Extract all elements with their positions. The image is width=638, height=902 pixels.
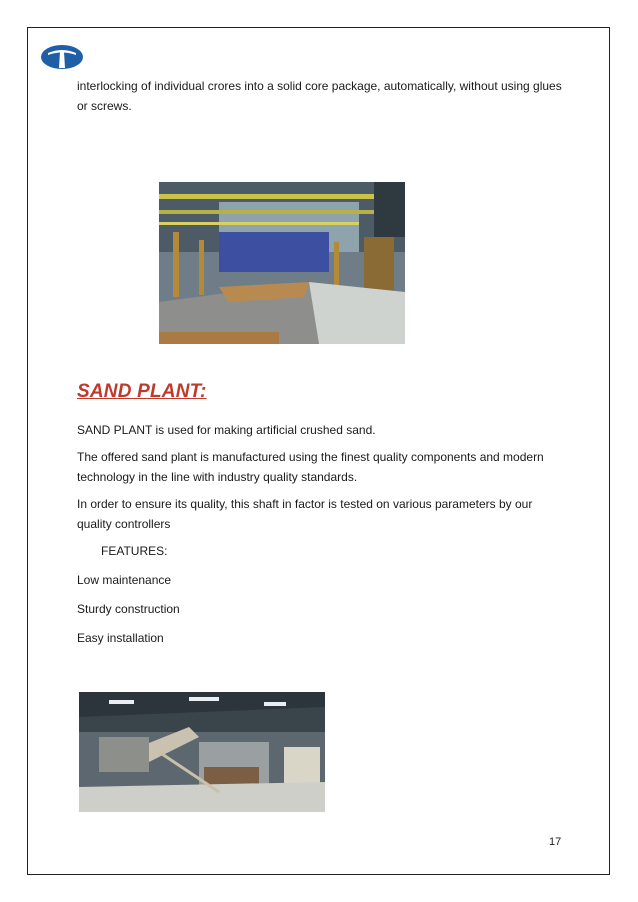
intro-paragraph: interlocking of individual crores into a solid core package, automatically, without using glues or screws. <box>77 79 562 113</box>
sand-plant-photo <box>79 692 325 812</box>
paragraph-3: In order to ensure its quality, this shaft in factor is tested on various parameters by our quality controllers <box>77 497 533 531</box>
feature-item: Low maintenance <box>77 573 172 587</box>
section-heading: SAND PLANT: <box>77 381 207 402</box>
paragraph-1: SAND PLANT is used for making artificial crushed sand. <box>77 423 376 437</box>
paragraph-2: The offered sand plant is manufactured using the finest quality components and modern technology in the line with industry quality standards. <box>77 450 544 484</box>
page-number: 17 <box>549 836 562 848</box>
factory-floor-photo <box>159 182 405 344</box>
tata-logo-icon <box>40 44 84 70</box>
feature-item: Sturdy construction <box>77 602 180 616</box>
feature-item: Easy installation <box>77 631 164 645</box>
features-label: FEATURES: <box>101 544 168 558</box>
